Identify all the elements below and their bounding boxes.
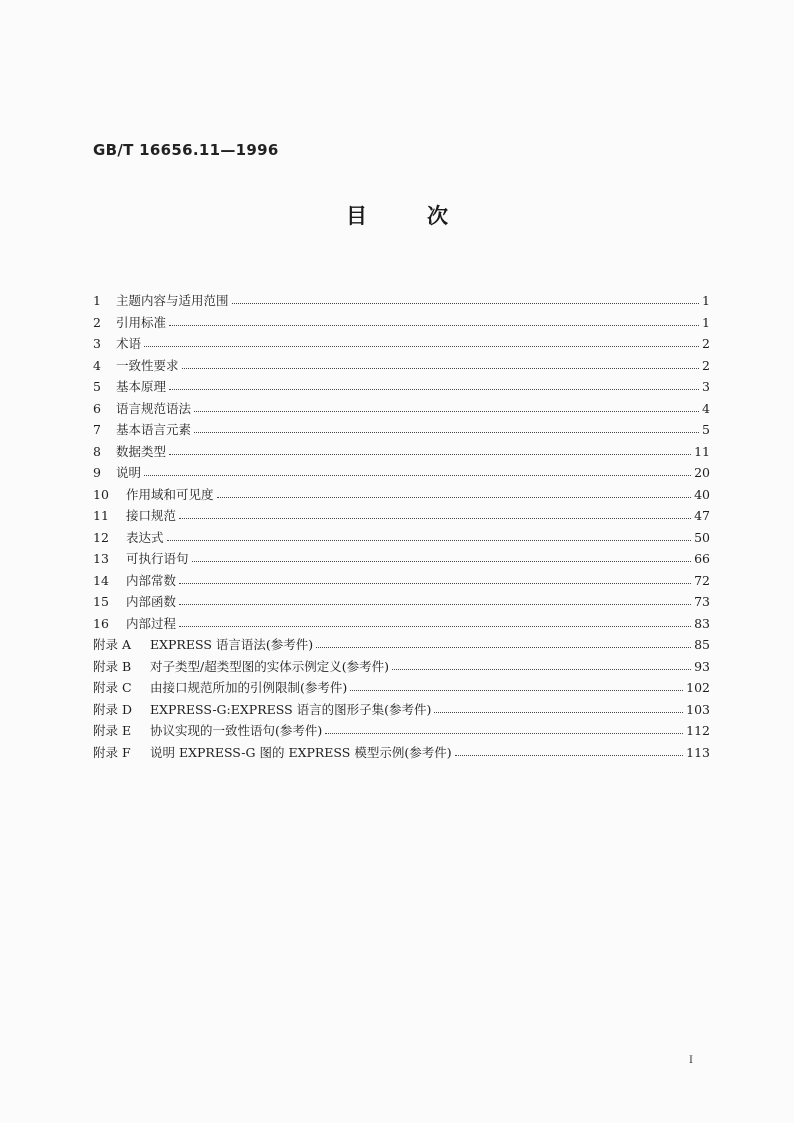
toc-leader-dots <box>350 690 683 691</box>
toc-entry-page: 1 <box>702 293 710 308</box>
toc-entry-label: 说明 <box>116 465 142 480</box>
toc-entry[interactable] <box>93 505 710 527</box>
toc-entry-label: 引用标准 <box>116 314 167 330</box>
table-of-contents <box>93 290 710 763</box>
toc-entry-label: 数据类型 <box>116 443 167 459</box>
toc-entry[interactable] <box>93 419 710 441</box>
toc-entry-page: 3 <box>702 379 710 394</box>
toc-entry-page: 72 <box>694 572 710 588</box>
toc-entry-page: 93 <box>694 658 710 674</box>
toc-entry[interactable] <box>93 613 710 635</box>
toc-entry-number: 附录 D <box>93 701 132 717</box>
toc-entry[interactable] <box>93 570 710 592</box>
toc-entry-label: 语言规范语法 <box>116 400 192 416</box>
toc-entry-label: EXPRESS 语言语法(参考件) <box>150 637 314 652</box>
toc-entry-number: 15 <box>93 594 109 609</box>
toc-entry-number: 13 <box>93 551 109 566</box>
toc-leader-dots <box>144 346 699 347</box>
toc-entry-label: 主题内容与适用范围 <box>116 293 229 308</box>
toc-entry-label: EXPRESS-G:EXPRESS 语言的图形子集(参考件) <box>150 701 432 717</box>
toc-entry-page: 113 <box>686 744 710 760</box>
toc-entry-label: 协议实现的一致性语句(参考件) <box>150 723 323 738</box>
toc-entry-label: 基本原理 <box>116 379 167 394</box>
toc-entry-number: 14 <box>93 572 109 588</box>
toc-entry-label: 术语 <box>116 336 142 351</box>
toc-entry-number: 附录 E <box>93 723 132 738</box>
toc-leader-dots <box>434 712 683 713</box>
toc-leader-dots <box>169 389 699 390</box>
toc-entry-label: 说明 EXPRESS-G 图的 EXPRESS 模型示例(参考件) <box>150 744 452 760</box>
toc-entry-page: 5 <box>702 422 710 437</box>
toc-leader-dots <box>179 583 691 584</box>
toc-entry[interactable] <box>93 355 710 377</box>
toc-leader-dots <box>455 755 684 756</box>
toc-entry[interactable] <box>93 634 710 656</box>
toc-entry-label: 基本语言元素 <box>116 422 192 437</box>
standard-code: GB/T 16656.11—1996 <box>93 141 279 159</box>
toc-entry-label: 一致性要求 <box>116 357 179 373</box>
toc-entry-number: 附录 C <box>93 680 132 695</box>
toc-entry-label: 作用域和可见度 <box>126 486 214 502</box>
toc-entry-page: 85 <box>694 637 710 652</box>
toc-entry-page: 103 <box>686 701 710 717</box>
toc-entry-page: 11 <box>694 443 710 459</box>
toc-entry-label: 内部常数 <box>126 572 177 588</box>
toc-entry-label: 内部函数 <box>126 594 177 609</box>
toc-leader-dots <box>392 669 691 670</box>
toc-entry[interactable] <box>93 290 710 312</box>
toc-leader-dots <box>179 626 691 627</box>
toc-entry-page: 47 <box>694 508 710 523</box>
toc-entry[interactable] <box>93 699 710 721</box>
toc-leader-dots <box>194 432 699 433</box>
toc-entry-number: 16 <box>93 615 109 631</box>
toc-entry-page: 66 <box>694 551 710 566</box>
toc-leader-dots <box>179 604 691 605</box>
toc-entry-label: 内部过程 <box>126 615 177 631</box>
toc-entry-number: 3 <box>93 336 101 351</box>
toc-leader-dots <box>232 303 699 304</box>
toc-entry-label: 对子类型/超类型图的实体示例定义(参考件) <box>150 658 389 674</box>
toc-entry-page: 83 <box>694 615 710 631</box>
toc-entry-page: 73 <box>694 594 710 609</box>
toc-entry-page: 112 <box>686 723 710 738</box>
toc-entry[interactable] <box>93 333 710 355</box>
toc-entry-label: 可执行语句 <box>126 551 189 566</box>
toc-entry-number: 5 <box>93 379 101 394</box>
toc-entry[interactable] <box>93 527 710 549</box>
toc-entry-number: 7 <box>93 422 101 437</box>
toc-entry[interactable] <box>93 656 710 678</box>
toc-entry-number: 10 <box>93 486 109 502</box>
toc-entry-number: 附录 F <box>93 744 131 760</box>
toc-leader-dots <box>325 733 683 734</box>
toc-leader-dots <box>169 325 699 326</box>
toc-entry[interactable] <box>93 312 710 334</box>
toc-entry[interactable] <box>93 484 710 506</box>
toc-entry-number: 11 <box>93 508 109 523</box>
toc-leader-dots <box>217 497 692 498</box>
toc-entry[interactable] <box>93 742 710 764</box>
toc-entry-page: 1 <box>702 314 710 330</box>
toc-leader-dots <box>179 518 691 519</box>
toc-entry-number: 4 <box>93 357 101 373</box>
toc-entry-number: 6 <box>93 400 101 416</box>
toc-entry-page: 50 <box>694 529 710 545</box>
toc-entry-number: 附录 A <box>93 637 132 652</box>
toc-entry-label: 由接口规范所加的引例限制(参考件) <box>150 680 348 695</box>
toc-entry[interactable] <box>93 548 710 570</box>
toc-leader-dots <box>316 647 691 648</box>
toc-entry[interactable] <box>93 441 710 463</box>
toc-entry-page: 4 <box>702 400 710 416</box>
toc-entry[interactable] <box>93 677 710 699</box>
toc-entry-number: 8 <box>93 443 101 459</box>
toc-entry[interactable] <box>93 376 710 398</box>
toc-entry-number: 2 <box>93 314 101 330</box>
toc-entry-page: 40 <box>694 486 710 502</box>
toc-entry[interactable] <box>93 462 710 484</box>
toc-leader-dots <box>144 475 691 476</box>
toc-entry-label: 接口规范 <box>126 508 177 523</box>
toc-entry-page: 102 <box>686 680 710 695</box>
toc-leader-dots <box>182 368 699 369</box>
toc-entry-page: 20 <box>694 465 710 480</box>
toc-entry[interactable] <box>93 720 710 742</box>
toc-entry-label: 表达式 <box>126 529 164 545</box>
toc-title: 目次 <box>346 204 508 228</box>
toc-entry-number: 1 <box>93 293 101 308</box>
toc-entry[interactable] <box>93 591 710 613</box>
toc-leader-dots <box>192 561 692 562</box>
toc-entry[interactable] <box>93 398 710 420</box>
toc-leader-dots <box>167 540 692 541</box>
toc-leader-dots <box>194 411 699 412</box>
page-folio: I <box>689 1055 693 1066</box>
toc-entry-page: 2 <box>702 357 710 373</box>
toc-entry-number: 9 <box>93 465 101 480</box>
toc-entry-number: 12 <box>93 529 109 545</box>
toc-leader-dots <box>169 454 691 455</box>
toc-entry-number: 附录 B <box>93 658 132 674</box>
toc-entry-page: 2 <box>702 336 710 351</box>
